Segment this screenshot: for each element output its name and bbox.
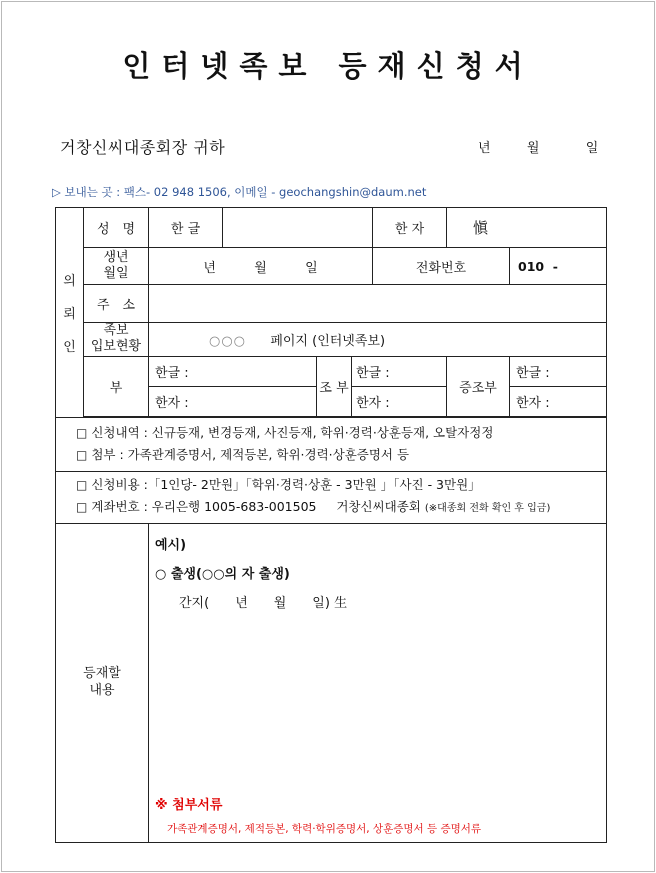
birth-day: 일 [305,260,318,276]
great-grandfather-korean-label: 한글 : [516,365,550,381]
father-korean-field[interactable] [149,356,317,386]
name-hanja-value: 愼 [473,219,489,237]
checkbox-icon: □ [76,448,88,462]
address-label: 주 소 [84,285,149,323]
recipient: 거창신씨대종회장 귀하 [60,138,226,157]
father-label: 부 [84,356,149,416]
birth-year: 년 [203,260,216,276]
date-month: 월 [526,141,540,156]
request-items: 신청내역 : 신규등재, 변경등재, 사진등재, 학위·경력·상훈등재, 오탈자정정 [91,425,494,440]
notes-payment [56,471,607,523]
checkbox-icon: □ [76,500,88,514]
genealogy-field[interactable] [149,323,607,357]
name-hanja-label: 한 자 [373,208,447,248]
great-grandfather-hanja-field[interactable] [510,386,607,416]
date-year: 년 [478,141,491,156]
notes-request [56,417,607,471]
account-note: 계좌번호 : 우리은행 1005-683-001505 거창신씨대종회 [91,499,421,514]
great-grandfather-korean-field[interactable] [510,356,607,386]
genealogy-placeholder: ○○○ [209,333,247,349]
address-field[interactable] [149,285,607,323]
date-day: 일 [585,141,599,156]
example-item: ○ 출생(○○의 자 출생) [155,566,290,582]
attachment-list: 가족관계증명서, 제적등본, 학력·학위증명서, 상훈증명서 등 증명서류 [167,822,482,835]
genealogy-page: 페이지 (인터넷족보) [270,333,386,349]
great-grandfather-label: 증조부 [447,356,510,416]
father-hanja-field[interactable] [149,386,317,416]
phone-value: 010 - [518,258,558,274]
grandfather-hanja-label: 한자 : [356,395,390,411]
example-heading: 예시) [155,537,187,553]
checkbox-icon: □ [76,426,88,440]
name-label: 성 명 [84,208,149,248]
birth-month: 월 [254,260,267,276]
application-form [55,207,607,843]
content-label: 등재할 내용 [56,523,149,842]
father-korean-label: 한글 : [155,365,189,381]
date-line [478,137,598,156]
grandfather-label: 조 부 [317,356,352,416]
father-hanja-label: 한자 : [155,395,189,411]
page-title: 인터넷족보 등재신청서 [122,49,534,83]
example-detail: 간지( 년 월 일) 生 [179,595,348,611]
fees-note: 신청비용 :「1인당- 2만원」「학위·경력·상훈 - 3만원 」「사진 - 3만원」 [91,477,481,492]
content-field[interactable] [149,523,607,842]
birth-date-field[interactable] [149,248,373,285]
grandfather-korean-label: 한글 : [356,365,390,381]
attachment-heading: ※ 첨부서류 [155,797,223,813]
genealogy-label: 족보 입보현황 [84,323,149,357]
applicant-section-label: 의 뢰 인 [56,208,84,418]
phone-label: 전화번호 [373,248,510,285]
name-korean-label: 한 글 [149,208,223,248]
phone-field[interactable] [510,248,607,285]
attachments-note: 첨부 : 가족관계증명서, 제적등본, 학위·경력·상훈증명서 등 [91,447,410,462]
send-to: ▷ 보내는 곳 : 팩스- 02 948 1506, 이메일 - geochangshin@daum.net [52,185,427,199]
birth-label: 생년 월일 [84,248,149,285]
great-grandfather-hanja-label: 한자 : [516,395,550,411]
account-remark: (※대종회 전화 확인 후 입금) [424,503,551,514]
checkbox-icon: □ [76,478,88,492]
grandfather-korean-field[interactable] [352,356,447,386]
name-korean-field[interactable] [223,208,373,248]
grandfather-hanja-field[interactable] [352,386,447,416]
name-hanja-field[interactable] [447,208,607,248]
